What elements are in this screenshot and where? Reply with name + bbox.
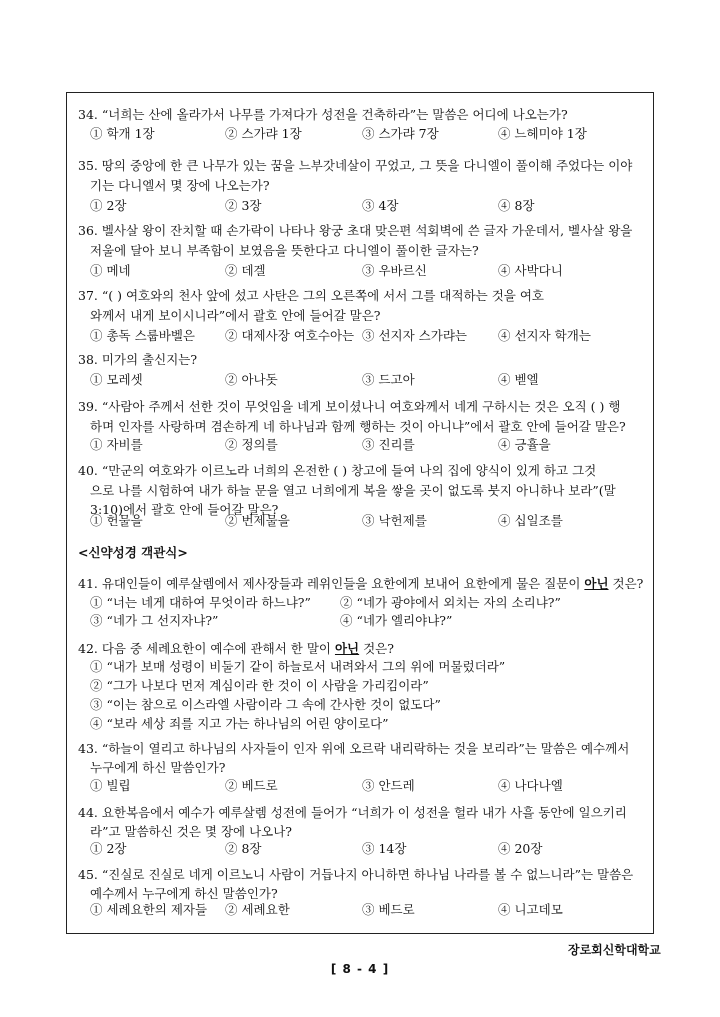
- q40-option-4: ④ 십일조를: [498, 513, 563, 528]
- question-43-options: [90, 775, 650, 796]
- q36-option-1: ① 메네: [90, 263, 131, 278]
- q39-option-1: ① 자비를: [90, 437, 143, 452]
- question-40-stem-line1: 40. “만군의 여호와가 이르노라 너희의 온전한 ( ) 창고에 들여 나의 집에 양식이 있게 하고 그것: [78, 463, 597, 478]
- question-40-stem-line2: 으로 나를 시험하여 내가 하늘 문을 열고 너희에게 복을 쌓을 곳이 없도록 붓지 아니하나 보라”(말: [90, 483, 616, 498]
- question-39-options: [90, 434, 650, 455]
- q41-option-2: ② “네가 광야에서 외치는 자의 소리냐?”: [340, 595, 561, 610]
- q45-option-4: ④ 니고데모: [498, 902, 563, 917]
- q37-option-3: ③ 선지자 스가랴는: [362, 328, 467, 343]
- question-41-stem: [78, 573, 648, 594]
- question-39-stem-line1: 39. “사람아 주께서 선한 것이 무엇임을 네게 보이셨나니 여호와께서 네게 구하시는 것은 오직 ( ) 행: [78, 399, 621, 414]
- question-35-stem-line2: 기는 다니엘서 몇 장에 나오는가?: [90, 178, 270, 193]
- question-38-options: [90, 369, 650, 390]
- q41-stem-text: 41. 유대인들이 예루살렘에서 제사장들과 레위인들을 요한에게 보내어 요한에게 물은 질문이: [78, 576, 585, 591]
- q34-option-1: ① 학개 1장: [90, 126, 155, 141]
- page-number: [ 8 - 4 ]: [330, 962, 390, 976]
- question-41-options-row2: [90, 610, 650, 631]
- q42-option-2: ② “그가 나보다 먼저 계심이라 한 것이 이 사람을 가리킴이라”: [90, 678, 429, 693]
- question-37-stem-line2: 와께서 내게 보이시니라”에서 괄호 안에 들어갈 말은?: [90, 308, 381, 323]
- q43-option-3: ③ 안드레: [362, 778, 415, 793]
- q37-option-2: ② 대제사장 여호수아는: [225, 328, 355, 343]
- question-37-stem-line1: 37. “( ) 여호와의 천사 앞에 섰고 사탄은 그의 오른쪽에 서서 그를 대적하는 것을 여호: [78, 288, 544, 303]
- question-45-stem-line2: 예수께서 누구에게 하신 말씀인가?: [90, 886, 278, 901]
- q36-option-3: ③ 우바르신: [362, 263, 427, 278]
- q43-option-1: ① 빌립: [90, 778, 131, 793]
- q44-option-2: ② 8장: [225, 841, 262, 856]
- question-40-options: [90, 510, 650, 531]
- q37-option-4: ④ 선지자 학개는: [498, 328, 591, 343]
- question-44-stem-line1: 44. 요한복음에서 예수가 예루살렘 성전에 들어가 “너희가 이 성전을 헐라 내가 사흘 동안에 일으키리: [78, 805, 627, 820]
- q43-option-2: ② 베드로: [225, 778, 278, 793]
- question-38-stem: 38. 미가의 출신지는?: [78, 352, 198, 367]
- q36-option-4: ④ 사박다니: [498, 263, 563, 278]
- question-36-stem-line2: 저울에 달아 보니 부족함이 보였음을 뜻한다고 다니엘이 풀이한 글자는?: [90, 243, 479, 258]
- q42-stem-text: 42. 다음 중 세례요한이 예수에 관해서 한 말이: [78, 641, 335, 656]
- question-43-stem-line1: 43. “하늘이 열리고 하나님의 사자들이 인자 위에 오르락 내리락하는 것을 보리라”는 말씀은 예수께서: [78, 741, 630, 756]
- question-37-options: [90, 325, 650, 346]
- q38-option-3: ③ 드고아: [362, 372, 415, 387]
- q35-option-4: ④ 8장: [498, 198, 535, 213]
- q45-option-2: ② 세례요한: [225, 902, 290, 917]
- q38-option-4: ④ 벧엘: [498, 372, 539, 387]
- q40-option-3: ③ 낙헌제를: [362, 513, 427, 528]
- question-43-stem-line2: 누구에게 하신 말씀인가?: [90, 760, 226, 775]
- q40-option-1: ① 헌물을: [90, 513, 143, 528]
- q45-option-3: ③ 베드로: [362, 902, 415, 917]
- question-39-stem-line2: 하며 인자를 사랑하며 겸손하게 네 하나님과 함께 행하는 것이 아니냐”에서 괄호 안에 들어갈 말은?: [90, 419, 626, 434]
- q34-option-3: ③ 스가랴 7장: [362, 126, 439, 141]
- q43-option-4: ④ 나다나엘: [498, 778, 563, 793]
- question-44-options: [90, 838, 650, 859]
- q41-option-3: ③ “네가 그 선지자냐?”: [90, 613, 219, 628]
- question-36-stem-line1: 36. 벨사살 왕이 잔치할 때 손가락이 나타나 왕궁 초대 맞은편 석회벽에 쓴 글자 가운데서, 벨사살 왕을: [78, 223, 633, 238]
- q41-option-4: ④ “네가 엘리야냐?”: [340, 613, 453, 628]
- q42-option-4: ④ “보라 세상 죄를 지고 가는 하나님의 어린 양이로다”: [90, 716, 389, 731]
- question-36-options: [90, 260, 650, 281]
- q45-option-1: ① 세례요한의 제자들: [90, 902, 208, 917]
- question-35-stem-line1: 35. 땅의 중앙에 한 큰 나무가 있는 꿈을 느부갓네살이 꾸었고, 그 뜻을 다니엘이 풀이해 주었다는 이야: [78, 158, 633, 173]
- q42-option-1: ① “내가 보매 성령이 비둘기 같이 하늘로서 내려와서 그의 위에 머물렀더라”: [90, 659, 506, 674]
- question-34-options: [90, 123, 650, 144]
- q41-stem-emphasis: 아닌: [584, 576, 609, 591]
- q44-option-3: ③ 14장: [362, 841, 407, 856]
- question-45-stem-line1: 45. “진실로 진실로 네게 이르노니 사람이 거듭나지 아니하면 하나님 나라를 볼 수 없느니라”는 말씀은: [78, 867, 634, 882]
- question-44-stem-line2: 라”고 말씀하신 것은 몇 장에 나오나?: [90, 824, 293, 839]
- q39-option-3: ③ 진리를: [362, 437, 415, 452]
- q44-option-4: ④ 20장: [498, 841, 543, 856]
- q42-stem-emphasis: 아닌: [334, 641, 360, 656]
- q37-option-1: ① 총독 스룹바벨은: [90, 328, 195, 343]
- q44-option-1: ① 2장: [90, 841, 127, 856]
- question-34-stem: 34. “너희는 산에 올라가서 나무를 가져다가 성전을 건축하라”는 말씀은 어디에 나오는가?: [78, 107, 568, 122]
- question-45-options: [90, 899, 650, 920]
- question-35-options: [90, 195, 650, 216]
- q35-option-1: ① 2장: [90, 198, 127, 213]
- q38-option-1: ① 모레셋: [90, 372, 143, 387]
- school-name: 장로회신학대학교: [568, 943, 661, 957]
- q35-option-3: ③ 4장: [362, 198, 399, 213]
- q39-option-4: ④ 긍휼을: [498, 437, 551, 452]
- q35-option-2: ② 3장: [225, 198, 262, 213]
- q38-option-2: ② 아나돗: [225, 372, 278, 387]
- q41-stem-end: 것은?: [608, 576, 644, 591]
- q34-option-4: ④ 느헤미야 1장: [498, 126, 587, 141]
- q42-option-3: ③ “이는 참으로 이스라엘 사람이라 그 속에 간사한 것이 없도다”: [90, 697, 441, 712]
- q34-option-2: ② 스가랴 1장: [225, 126, 302, 141]
- q42-stem-end: 것은?: [359, 641, 394, 656]
- q40-option-2: ② 번제물을: [225, 513, 290, 528]
- q39-option-2: ② 정의를: [225, 437, 278, 452]
- section-title-new-testament: <신약성경 객관식>: [78, 545, 188, 560]
- q36-option-2: ② 데겔: [225, 263, 266, 278]
- question-40-stem-line3: 3:10)에서 괄호 안에 들어갈 말은?: [90, 502, 279, 517]
- q41-option-1: ① “너는 네게 대하여 무엇이라 하느냐?”: [90, 595, 311, 610]
